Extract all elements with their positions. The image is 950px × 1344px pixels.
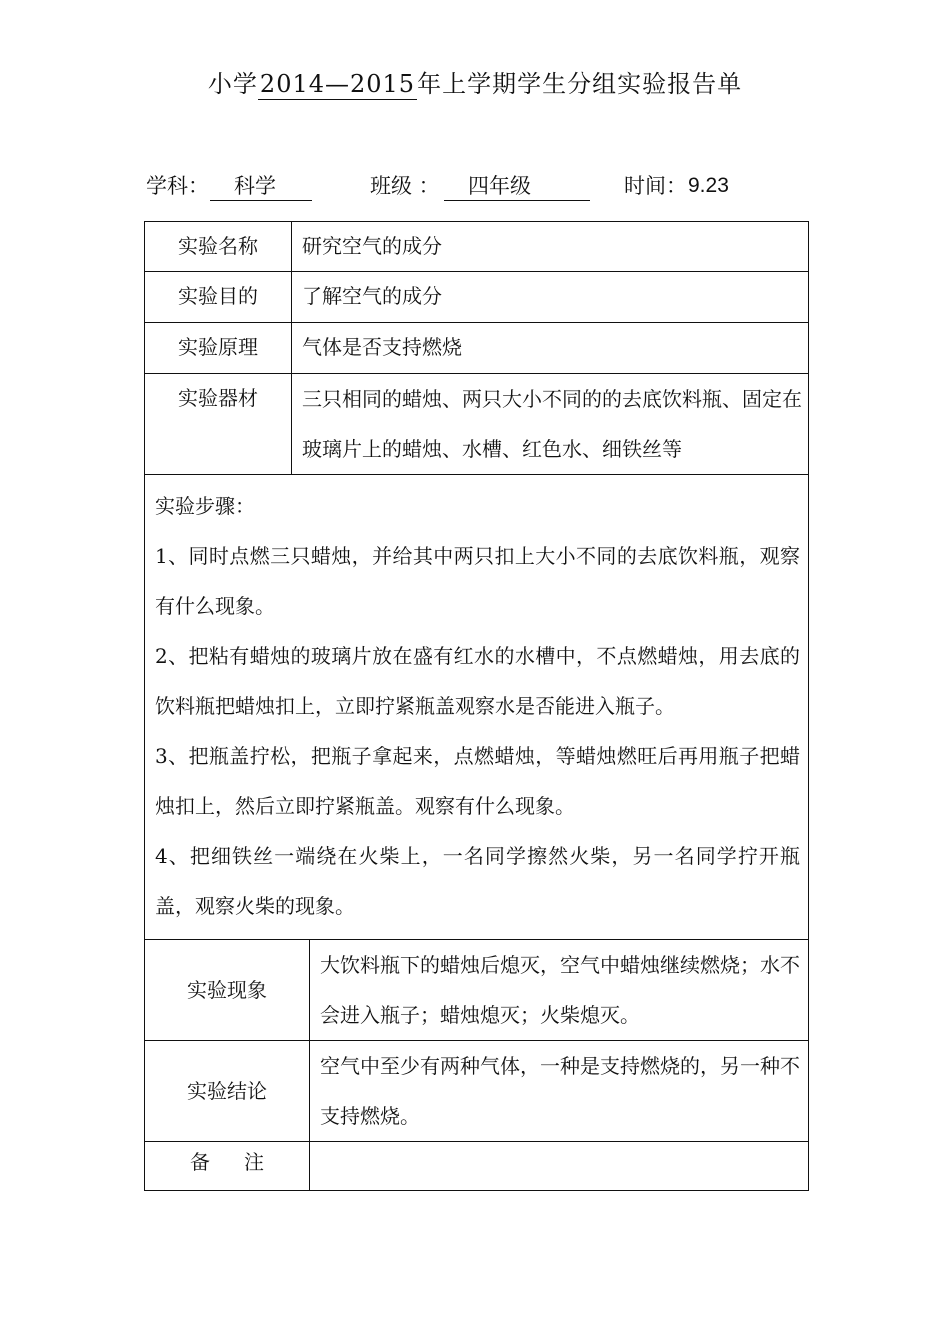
experiment-purpose-value: 了解空气的成分: [292, 272, 809, 323]
step-item: 1、同时点燃三只蜡烛，并给其中两只扣上大小不同的去底饮料瓶，观察有什么现象。: [155, 544, 800, 618]
report-table: [144, 221, 809, 1191]
class-value: 四年级: [444, 170, 590, 201]
experiment-steps-cell: [145, 475, 809, 940]
experiment-purpose-label: 实验目的: [145, 272, 292, 323]
time-label: 时间：: [624, 174, 687, 198]
steps-heading: 实验步骤：: [155, 494, 255, 518]
row-experiment-principle: [145, 323, 809, 374]
row-experiment-conclusion: [145, 1041, 809, 1142]
row-experiment-steps: [145, 475, 809, 940]
row-experiment-name: [145, 222, 809, 272]
title-suffix: 年上学期学生分组实验报告单: [417, 70, 743, 98]
experiment-phenomenon-label: 实验现象: [145, 940, 310, 1041]
step-item: 2、把粘有蜡烛的玻璃片放在盛有红水的水槽中，不点燃蜡烛，用去底的饮料瓶把蜡烛扣上，立即拧紧瓶盖观察水是否能进入瓶子。: [155, 644, 800, 718]
subject-label: 学科：: [146, 174, 209, 198]
subject-value: 科学: [210, 170, 312, 201]
experiment-equipment-value: 三只相同的蜡烛、两只大小不同的的去底饮料瓶、固定在玻璃片上的蜡烛、水槽、红色水、细铁丝等: [292, 374, 809, 475]
row-remarks: [145, 1142, 809, 1191]
experiment-name-value: 研究空气的成分: [292, 222, 809, 272]
experiment-conclusion-label: 实验结论: [145, 1041, 310, 1142]
step-item: 4、把细铁丝一端绕在火柴上，一名同学擦然火柴，另一名同学拧开瓶盖，观察火柴的现象。: [155, 844, 800, 918]
experiment-phenomenon-value: 大饮料瓶下的蜡烛后熄灭，空气中蜡烛继续燃烧；水不会进入瓶子；蜡烛熄灭；火柴熄灭。: [310, 940, 809, 1041]
experiment-equipment-label: 实验器材: [145, 374, 292, 475]
experiment-conclusion-value: 空气中至少有两种气体，一种是支持燃烧的，另一种不支持燃烧。: [310, 1041, 809, 1142]
report-title: [0, 66, 950, 102]
title-prefix: 小学: [207, 70, 258, 98]
remarks-label: 备注: [145, 1142, 310, 1191]
experiment-name-label: 实验名称: [145, 222, 292, 272]
remarks-value: [310, 1142, 809, 1191]
title-years: 2014—2015: [259, 70, 416, 98]
row-experiment-equipment: [145, 374, 809, 475]
row-experiment-phenomenon: [145, 940, 809, 1041]
experiment-principle-label: 实验原理: [145, 323, 292, 374]
class-label: 班级 ：: [370, 174, 440, 198]
row-experiment-purpose: [145, 272, 809, 323]
time-value: 9.23: [688, 174, 729, 197]
experiment-principle-value: 气体是否支持燃烧: [292, 323, 809, 374]
step-item: 3、把瓶盖拧松，把瓶子拿起来，点燃蜡烛，等蜡烛燃旺后再用瓶子把蜡烛扣上，然后立即拧紧瓶盖。观察有什么现象。: [155, 744, 800, 818]
